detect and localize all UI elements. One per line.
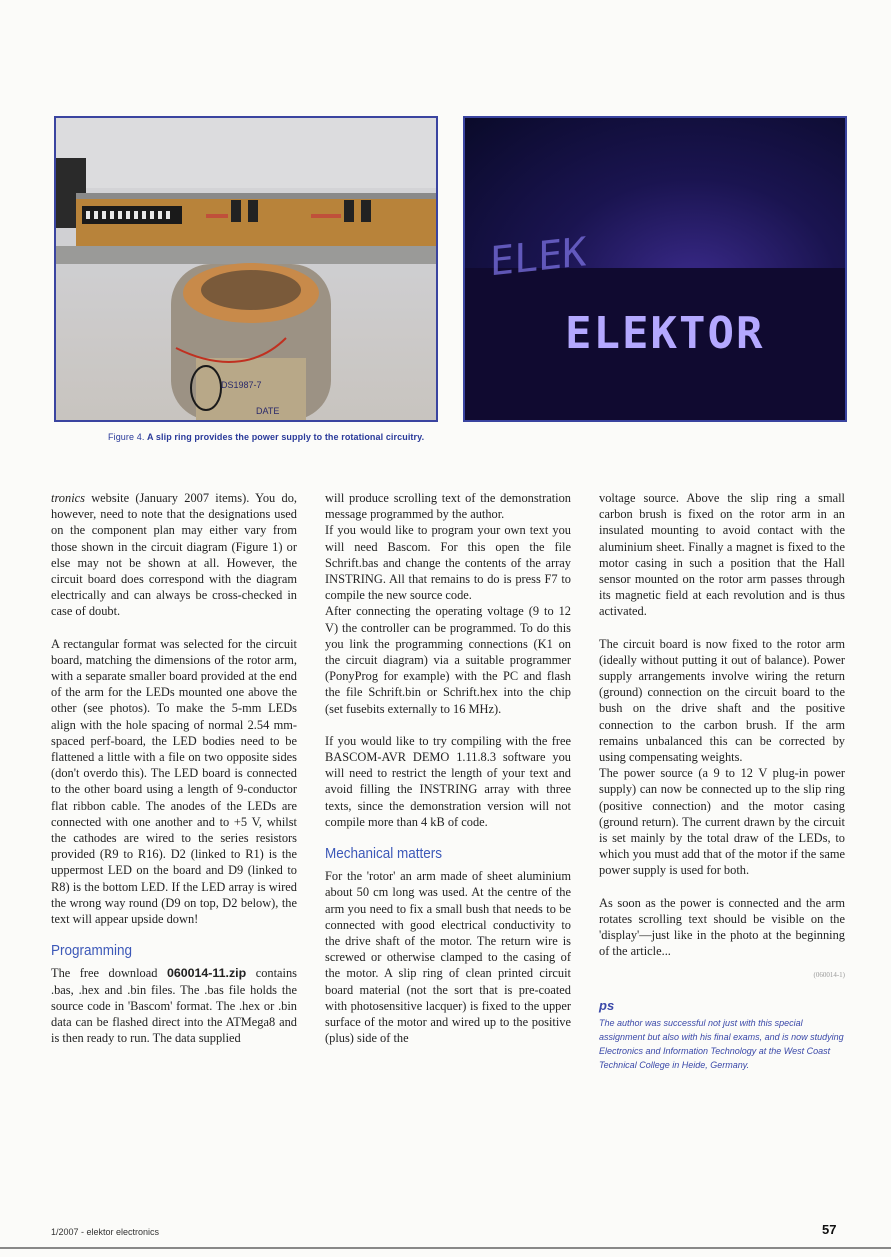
col1-p3-a: The free download	[51, 966, 167, 981]
col1-p3-b: contains .bas, .hex and .bin files. The .bas file holds the source code in 'Bascom' format. The .hex or .bin data can be flashed direct into the ATMega8 and is then ready to run. The data supplied	[51, 966, 297, 1046]
col2-paragraph-1: will produce scrolling text of the demonstration message programmed by the author.	[325, 491, 571, 522]
col3-paragraph-3: The power source (a 9 to 12 V plug-in power supply) can now be connected up to the slip ring (positive connection) and the motor casing (ground return). The current drawn by the circuit is set mainly by the total draw of the LEDs, to which you must add that of the motor if the same power supply is used for both.	[599, 766, 845, 878]
column-3	[599, 490, 845, 1072]
col2-paragraph-4: If you would like to try compiling with the free BASCOM-AVR DEMO 1.11.8.3 software you will need to restrict the length of your text and avoid filling the INSTRING array with three texts, since the demonstration version will not compile more than 4 kB of code.	[325, 733, 571, 829]
col2-paragraph-2: If you would like to program your own text you will need Bascom. For this open the file Schrift.bas and change the contents of the array INSTRING. All that remains to do is press F7 to compile the new source code.	[325, 523, 571, 603]
col2-paragraph-3: After connecting the operating voltage (9 to 12 V) the controller can be programmed. To do this you link the programming connections (K1 on the circuit diagram) via a suitable programmer (PonyProg for example) with the PC and flash the file Schrift.bin or Schrift.hex into the chip (set fusebits externally to 16 MHz).	[325, 604, 571, 716]
col2-paragraph-5: For the 'rotor' an arm made of sheet aluminium about 50 cm long was used. At the centre of the arm you need to fix a small bush that needs to be connected with good electrical conductivity to the drive shaft of the motor. The return wire is screwed or otherwise clamped to the casing of the motor. A slip ring of clean printed circuit board material (not the sort that is pre-coated with photosensitive lacquer) is fixed to the upper surface of the motor and wired up to the positive (plus) side of the	[325, 869, 571, 1046]
led-text-bottom: ELEKTOR	[565, 308, 765, 359]
italic-word: tronics	[51, 491, 85, 505]
column-1	[51, 490, 297, 1063]
bottom-rule	[0, 1247, 891, 1249]
page-number: 57	[822, 1222, 837, 1237]
led-text-top: ELEK	[490, 229, 587, 286]
section-heading-programming: Programming	[51, 942, 133, 960]
col3-paragraph-2: The circuit board is now fixed to the rotor arm (ideally without putting it out of balance). Power supply arrangements involve wiring the return (ground) connection on the circuit board to the bush on the drive shaft and the positive connection to the carbon brush. If the arm remains unbalanced this can be corrected by using compensating weights.	[599, 636, 845, 765]
figure-caption	[108, 432, 424, 442]
col1-paragraph-2: A rectangular format was selected for the circuit board, matching the dimensions of the rotor arm, with a separate smaller board provided at the end of the arm for the LEDs mounted one above the other (see photos). To make the 5-mm LEDs align with the hole spacing of normal 2.54 mm-spaced perf-board, the LED bodies need to be flattened a little with a file on two opposite sides (don't overdo this). The LED board is connected to the other board using a length of 9-conductor flat ribbon cable. The anodes of the LEDs are connected with one another and to +5 V, whilst the cathodes are wired to the series resistors provided (R9 to R16). D2 (linked to R1) is the uppermost LED on the board and D9 (linked to R8) is the bottom LED. If the LED array is wired the wrong way round (D9 on top, D2 below), the text will appear upside down!	[51, 636, 297, 927]
motor-label-text: DS1987-7	[221, 380, 262, 390]
led-display-illustration	[465, 118, 845, 420]
download-filename: 060014-11.zip	[166, 966, 247, 981]
led-display-photo	[463, 116, 847, 422]
motor-date-text: DATE	[256, 406, 280, 416]
section-heading-mechanical: Mechanical matters	[325, 845, 443, 863]
col1-paragraph-3	[51, 965, 297, 1046]
figure-label: Figure 4.	[108, 432, 145, 442]
article-code: (060014-1)	[813, 971, 845, 980]
slip-ring-photo	[54, 116, 438, 422]
col1-p1-text: website (January 2007 items). You do, however, need to note that the designations used on the component plan may either vary from those shown in the circuit diagram (Figure 1) or else may not be shown at all. However, the circuit board does correspond with the diagram electrically and can always be cross-checked in case of doubt.	[51, 491, 297, 619]
column-2	[325, 490, 571, 1063]
figure-caption-text: A slip ring provides the power supply to the rotational circuitry.	[147, 432, 425, 442]
ps-body: The author was successful not just with this special assignment but also with his final exams, and is now studying Electronics and Information Technology at the West Coast Technical College in Heide, Germany.	[599, 1017, 844, 1070]
col3-paragraph-4: As soon as the power is connected and the arm rotates scrolling text should be visible on the 'display'—just like in the photo at the beginning of the article...	[599, 895, 845, 959]
col3-paragraph-1: voltage source. Above the slip ring a small carbon brush is fixed on the rotor arm in an insulated mounting to avoid contact with the aluminium sheet. Finally a magnet is fixed to the motor casing in such a position that the Hall sensor mounted on the rotor arm passes through its magnetic field at each revolution and is thus activated.	[599, 491, 845, 619]
footer-issue: 1/2007 - elektor electronics	[51, 1227, 160, 1237]
ps-heading: ps	[599, 997, 615, 1013]
col1-paragraph-1	[51, 490, 297, 620]
slip-ring-illustration	[56, 118, 436, 420]
